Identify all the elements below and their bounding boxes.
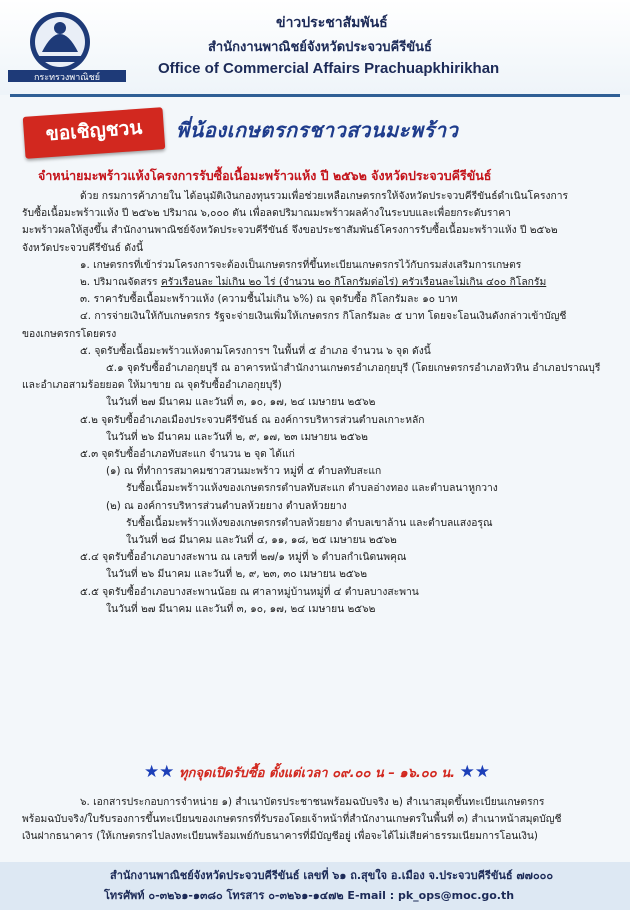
documents-line: ๖. เอกสารประกอบการจำหน่าย ๑) สำเนาบัตรประชาชนพร้อมฉบับจริง ๒) สำเนาสมุดขึ้นทะเบียนเกษตรกร: [80, 796, 545, 808]
documents-section: [22, 794, 612, 846]
intro-line: ด้วย กรมการค้าภายใน ได้อนุมัติเงินกองทุนรวมเพื่อช่วยเหลือเกษตรกรให้จังหวัดประจวบคีรีขันธ์ดำเนินโครงการ: [80, 190, 569, 202]
footer-address: สำนักงานพาณิชย์จังหวัดประจวบคีรีขันธ์ เลขที่ ๖๑ ถ.สุขใจ อ.เมือง จ.ประจวบคีรีขันธ์ ๗๗๐๐๐: [110, 869, 554, 882]
point-5-4-dates: ในวันที่ ๒๖ มีนาคม และวันที่ ๒, ๙, ๒๓, ๓๐ เมษายน ๒๕๖๒: [106, 568, 367, 581]
item-2-prefix: ๒. ปริมาณจัดสรร: [80, 276, 158, 289]
point-5-3-dates: ในวันที่ ๒๘ มีนาคม และวันที่ ๔, ๑๑, ๑๘, ๒๕ เมษายน ๒๕๖๒: [126, 534, 397, 547]
item-4: ๔. การจ่ายเงินให้กับเกษตรกร รัฐจะจ่ายเงินเพิ่มให้เกษตรกร กิโลกรัมละ ๕ บาท โดยจะโอนเงินดังกล่าวเข้าบัญชี: [80, 310, 567, 323]
item-1: ๑. เกษตรกรที่เข้าร่วมโครงการจะต้องเป็นเกษตรกรที่ขึ้นทะเบียนเกษตรกรไว้กับกรมส่งเสริมการเกษตร: [80, 258, 522, 271]
opening-hours-text: ทุกจุดเปิดรับซื้อ ตั้งแต่เวลา ๐๙.๐๐ น – ๑๖.๐๐ น.: [178, 766, 456, 781]
point-5-4: ๕.๔ จุดรับซื้ออำเภอบางสะพาน ณ เลขที่ ๒๗/๑ หมู่ที่ ๖ ตำบลกำเนิดนพคุณ: [80, 551, 407, 564]
announcement-body: [22, 188, 612, 618]
item-4-continued: ของเกษตรกรโดยตรง: [22, 327, 117, 340]
documents-line: พร้อมฉบับจริง/ใบรับรองการขึ้นทะเบียนของเกษตรกรที่รับรองโดยเจ้าหน้าที่สำนักงานเกษตรในพื้นที่ ๓) สำเนาหน้าสมุดบัญชี: [22, 813, 562, 826]
announcement-subtitle: จำหน่ายมะพร้าวแห้งโครงการรับซื้อเนื้อมะพร้าวแห้ง ปี ๒๕๖๒ จังหวัดประจวบคีรีขันธ์: [38, 168, 492, 183]
point-5-1: ๕.๑ จุดรับซื้ออำเภอกุยบุรี ณ อาคารหน้าสำนักงานเกษตรอำเภอกุยบุรี (โดยเกษตรกรอำเภอหัวหิน อำเภอปราณบุรี: [106, 362, 601, 375]
office-name-thai: สำนักงานพาณิชย์จังหวัดประจวบคีรีขันธ์: [208, 40, 432, 55]
intro-line: จังหวัดประจวบคีรีขันธ์ ดังนี้: [22, 241, 144, 254]
intro-line: รับซื้อเนื้อมะพร้าวแห้ง ปี ๒๕๖๒ ปริมาณ ๖,๐๐๐ ตัน เพื่อลดปริมาณมะพร้าวผลค้างในระบบและเพื่อยกระดับราคา: [22, 207, 511, 220]
point-5-1-continued: และอำเภอสามร้อยยอด ให้มาขาย ณ จุดรับซื้ออำเภอกุยบุรี): [22, 379, 282, 392]
intro-line: มะพร้าวผลให้สูงขึ้น สำนักงานพาณิชย์จังหวัดประจวบคีรีขันธ์ จึงขอประชาสัมพันธ์โครงการรับซื้อเนื้อมะพร้าวแห้ง ปี ๒๕๖๒: [22, 224, 558, 237]
point-5-3-site-2: (๒) ณ องค์การบริหารส่วนตำบลห้วยยาง ตำบลห้วยยาง: [106, 499, 347, 512]
ministry-logo: [8, 6, 126, 88]
office-name-english: Office of Commercial Affairs Prachuapkhirikhan: [158, 60, 500, 77]
item-5: ๕. จุดรับซื้อเนื้อมะพร้าวแห้งตามโครงการฯ ในพื้นที่ ๕ อำเภอ จำนวน ๖ จุด ดังนี้: [80, 344, 431, 357]
invite-badge-text: ขอเชิญชวน: [45, 116, 143, 146]
item-3: ๓. ราคารับซื้อเนื้อมะพร้าวแห้ง (ความชื้นไม่เกิน ๖%) ณ จุดรับซื้อ กิโลกรัมละ ๑๐ บาท: [80, 293, 458, 306]
footer-contact: โทรศัพท์ ๐-๓๒๖๑-๑๓๘๐ โทรสาร ๐-๓๒๖๑-๑๔๗๒ E-mail : pk_ops@moc.go.th: [104, 889, 515, 902]
news-label: ข่าวประชาสัมพันธ์: [276, 15, 388, 31]
item-2-allocation: ครัวเรือนละ ไม่เกิน ๒๐ ไร่ (จำนวน ๒๐ กิโลกรัมต่อไร่) ครัวเรือนละไม่เกิน ๔๐๐ กิโลกรัม: [160, 276, 547, 289]
star-icon: ★★: [143, 762, 175, 782]
point-5-1-dates: ในวันที่ ๒๗ มีนาคม และวันที่ ๓, ๑๐, ๑๗, ๒๔ เมษายน ๒๕๖๒: [106, 396, 376, 409]
point-5-3-site-1-desc: รับซื้อเนื้อมะพร้าวแห้งของเกษตรกรตำบลทับสะแก ตำบลอ่างทอง และตำบลนาหูกวาง: [126, 482, 498, 495]
header-divider: [10, 94, 620, 97]
point-5-5-dates: ในวันที่ ๒๗ มีนาคม และวันที่ ๓, ๑๐, ๑๗, ๒๔ เมษายน ๒๕๖๒: [106, 602, 376, 615]
banner-title: พี่น้องเกษตรกรชาวสวนมะพร้าว: [176, 118, 459, 142]
point-5-2: ๕.๒ จุดรับซื้ออำเภอเมืองประจวบคีรีขันธ์ ณ องค์การบริหารส่วนตำบลเกาะหลัก: [80, 413, 425, 426]
star-icon: ★★: [459, 762, 491, 782]
point-5-3-site-1: (๑) ณ ที่ทำการสมาคมชาวสวนมะพร้าว หมู่ที่ ๕ ตำบลทับสะแก: [106, 465, 382, 478]
documents-line: เงินฝากธนาคาร (ให้เกษตรกรไปลงทะเบียนพร้อมเพย์กับธนาคารที่มีบัญชีอยู่ เพื่อจะได้ไม่เสียค่าธรรมเนียมการโอนเงิน): [22, 830, 538, 843]
point-5-3: ๕.๓ จุดรับซื้ออำเภอทับสะแก จำนวน ๒ จุด ได้แก่: [80, 448, 295, 461]
svg-text:กระทรวงพาณิชย์: กระทรวงพาณิชย์: [33, 73, 101, 83]
item-2: [22, 274, 612, 291]
opening-hours: [112, 762, 522, 783]
point-5-3-site-2-desc: รับซื้อเนื้อมะพร้าวแห้งของเกษตรกรตำบลห้วยยาง ตำบลเขาล้าน และตำบลแสงอรุณ: [126, 516, 493, 529]
point-5-2-dates: ในวันที่ ๒๖ มีนาคม และวันที่ ๒, ๙, ๑๗, ๒๓ เมษายน ๒๕๖๒: [106, 430, 368, 443]
point-5-5: ๕.๕ จุดรับซื้ออำเภอบางสะพานน้อย ณ ศาลาหมู่บ้านหมู่ที่ ๔ ตำบลบางสะพาน: [80, 585, 419, 598]
